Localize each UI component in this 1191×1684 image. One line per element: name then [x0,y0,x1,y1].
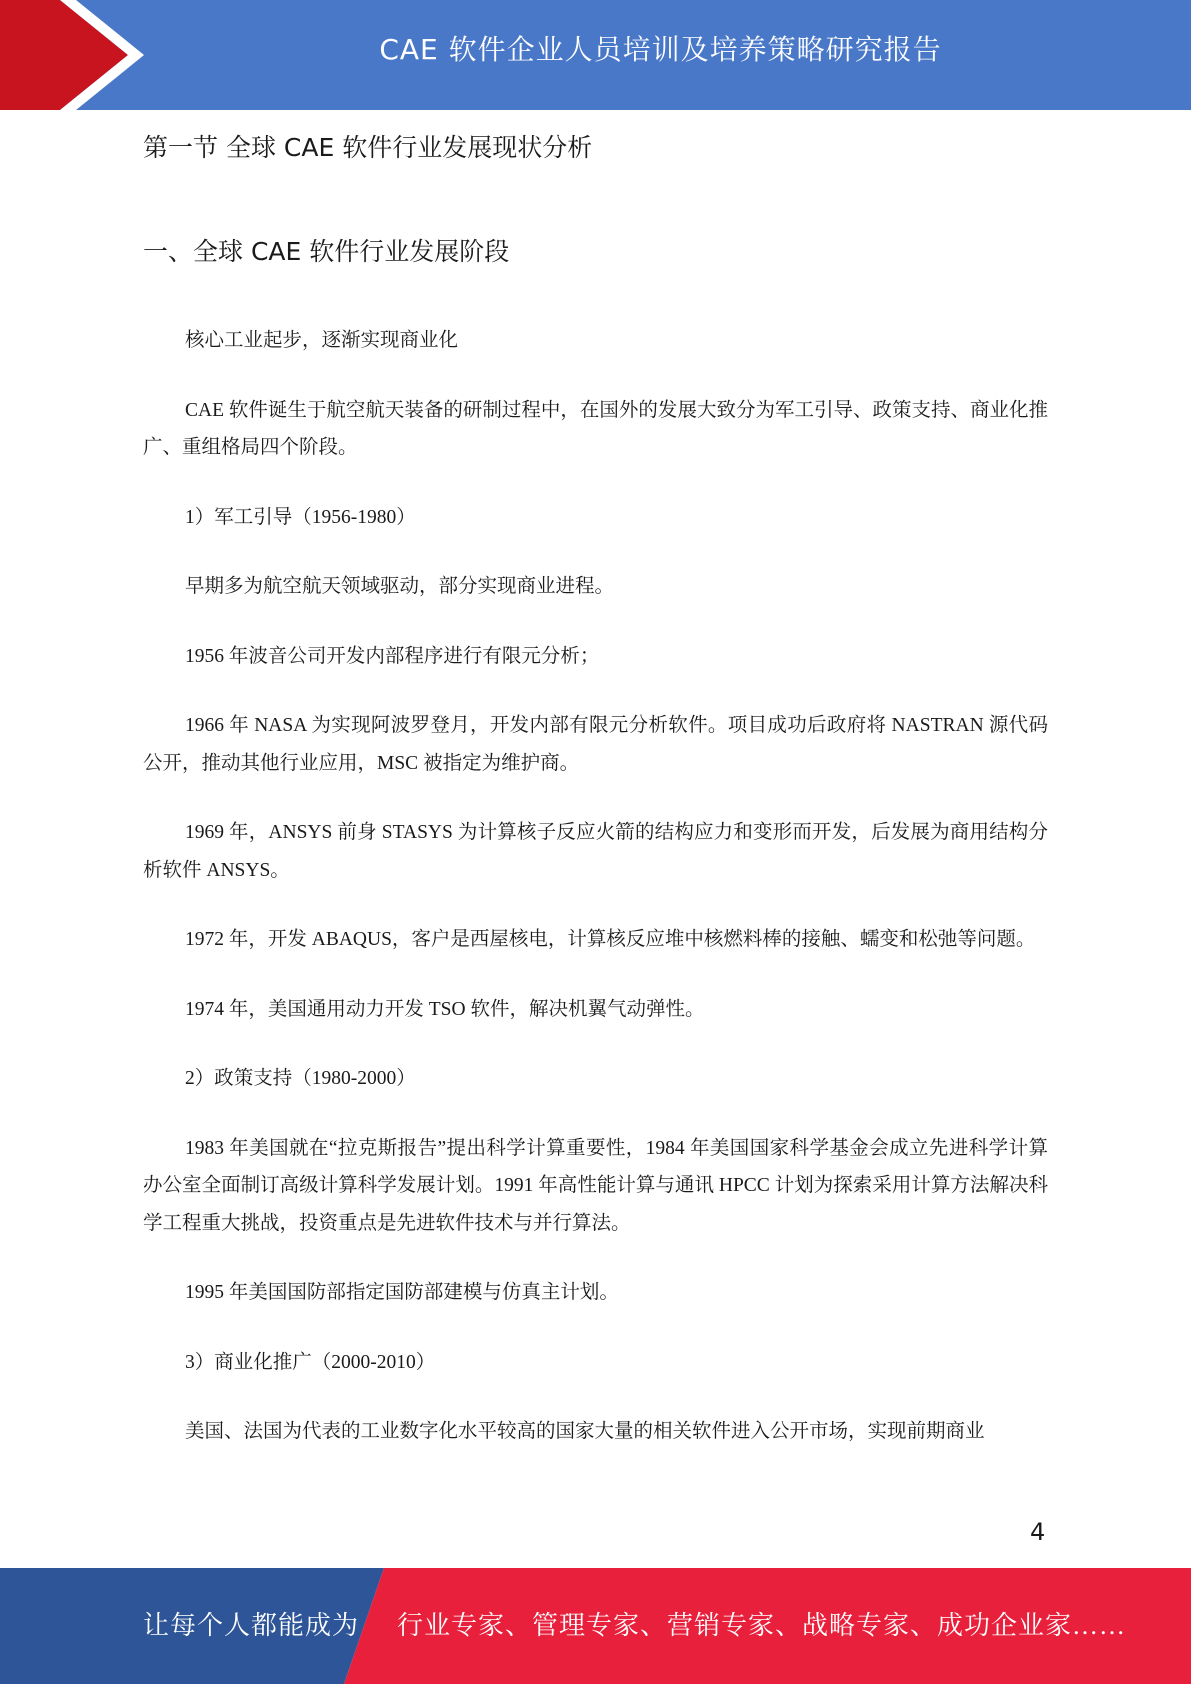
paragraph: 1972 年，开发 ABAQUS，客户是西屋核电，计算核反应堆中核燃料棒的接触、蠕变和松弛等问题。 [185,929,1036,950]
footer-slogan-right: 行业专家、管理专家、营销专家、战略专家、成功企业家…… [397,1611,1127,1640]
paragraph: 2）政策支持（1980-2000） [185,1068,416,1089]
paragraph: 1983 年美国就在“拉克斯报告”提出科学计算重要性，1984 年美国国家科学基金会成立先进科学计算办公室全面制订高级计算科学发展计划。1991 年高性能计算与通讯 HPCC 计划为探索采用计算方法解决科学工程重大挑战，投资重点是先进软件技术与并行算法。 [143,1137,1048,1234]
section-title: 第一节 全球 CAE 软件行业发展现状分析 [143,133,593,162]
paragraph: 早期多为航空航天领域驱动，部分实现商业进程。 [185,576,615,597]
page-number: 4 [1030,1518,1046,1546]
paragraph: 1995 年美国国防部指定国防部建模与仿真主计划。 [185,1282,619,1303]
page-header [0,0,1191,110]
paragraph: 3）商业化推广（2000-2010） [185,1351,436,1373]
paragraph: 1966 年 NASA 为实现阿波罗登月，开发内部有限元分析软件。项目成功后政府将 NASTRAN 源代码公开，推动其他行业应用，MSC 被指定为维护商。 [143,715,1048,774]
paragraph: 美国、法国为代表的工业数字化水平较高的国家大量的相关软件进入公开市场，实现前期商业 [185,1421,985,1442]
paragraph: 1956 年波音公司开发内部程序进行有限元分析； [185,645,600,667]
paragraph: 核心工业起步，逐渐实现商业化 [185,330,459,351]
subsection-title: 一、全球 CAE 软件行业发展阶段 [143,237,510,266]
paragraph: 1969 年，ANSYS 前身 STASYS 为计算核子反应火箭的结构应力和变形而开发，后发展为商用结构分析软件 ANSYS。 [143,822,1048,881]
paragraph: CAE 软件诞生于航空航天装备的研制过程中，在国外的发展大致分为军工引导、政策支持、商业化推广、重组格局四个阶段。 [143,399,1048,458]
footer-slogan-left: 让每个人都能成为 [143,1611,360,1640]
report-title: CAE 软件企业人员培训及培养策略研究报告 [379,33,942,66]
chevron-red-shape [0,0,128,110]
paragraph: 1974 年，美国通用动力开发 TSO 软件，解决机翼气动弹性。 [185,998,705,1020]
page-footer [0,1568,1191,1684]
paragraph: 1）军工引导（1956-1980） [185,506,416,528]
page-content [143,118,1048,1451]
